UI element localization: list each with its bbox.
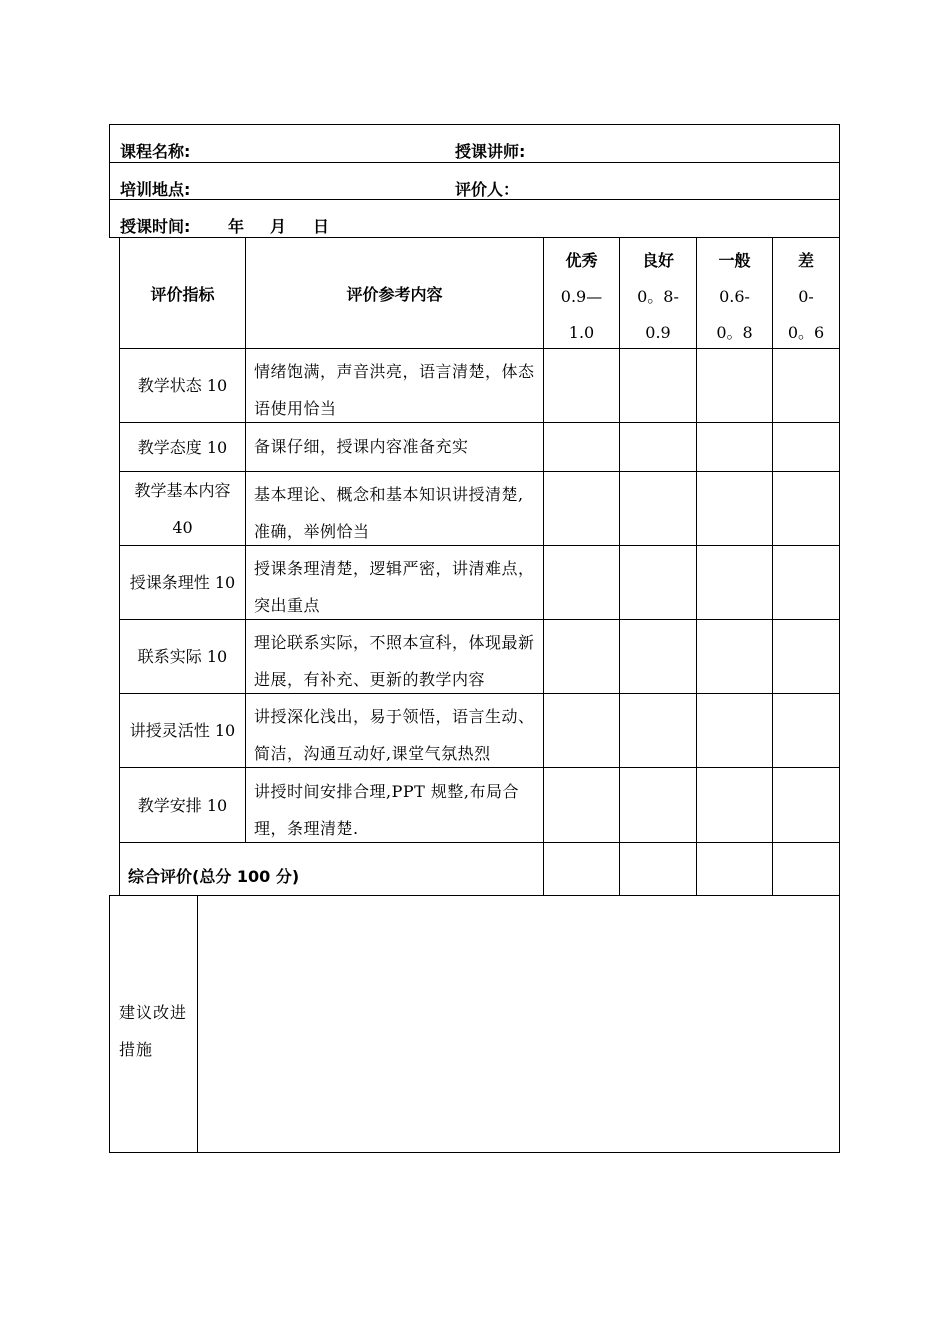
rating-label: 差 [797, 251, 814, 270]
rating-header-poor [773, 243, 839, 351]
header-border-right [839, 124, 840, 237]
criterion-name: 联系实际 10 [137, 647, 228, 666]
total-score-label: 综合评价(总分 100 分) [128, 867, 300, 886]
rating-range-top: 0.6- [719, 287, 750, 306]
criterion-description: 讲授时间安排合理,PPT 规整,布局合理，条理清楚. [254, 782, 519, 838]
criterion-description: 基本理论、概念和基本知识讲授清楚,准确，举例恰当 [254, 485, 524, 541]
rating-label: 一般 [718, 251, 751, 270]
evaluator-label: 评价人： [455, 180, 520, 199]
criterion-name: 教学状态 10 [137, 376, 228, 395]
criterion-description: 理论联系实际，不照本宣科，体现最新进展，有补充、更新的教学内容 [254, 633, 535, 689]
rating-label: 良好 [641, 251, 674, 270]
grid-vline-right [839, 237, 840, 895]
day-label: 日 [313, 217, 330, 236]
rating-range-bottom: 1.0 [568, 323, 595, 342]
location-label: 培训地点: [120, 180, 191, 199]
criterion-name: 教学基本内容 40 [134, 480, 231, 537]
time-label: 授课时间: [120, 217, 191, 236]
criterion-name: 教学安排 10 [137, 795, 228, 815]
rating-header-excellent [544, 243, 619, 351]
col-header-content: 评价参考内容 [346, 284, 443, 304]
suggest-border-left [109, 895, 110, 1152]
suggest-divider [197, 895, 198, 1152]
rating-label: 优秀 [565, 251, 598, 270]
col-header-indicator: 评价指标 [150, 284, 215, 304]
suggestions-field[interactable] [199, 897, 838, 1151]
rating-range-top: 0.9— [560, 287, 603, 306]
rating-range-bottom: 0。8 [716, 323, 753, 342]
suggestions-label: 建议改进措施 [119, 1003, 188, 1059]
criterion-description: 授课条理清楚，逻辑严密，讲清难点，突出重点 [254, 559, 535, 615]
rating-range-top: 0- [798, 287, 814, 306]
rating-range-bottom: 0.9 [645, 323, 671, 342]
criterion-description: 备课仔细，授课内容准备充实 [254, 437, 469, 456]
year-label: 年 [228, 217, 245, 236]
header-divider-1 [109, 162, 840, 163]
rating-range-bottom: 0。6 [787, 323, 825, 342]
criterion-description: 情绪饱满，声音洪亮，语言清楚，体态语使用恰当 [254, 362, 535, 418]
criterion-name: 授课条理性 10 [129, 573, 236, 592]
criterion-description: 讲授深化浅出，易于领悟，语言生动、简洁，沟通互动好,课堂气氛热烈 [254, 707, 535, 763]
criterion-name: 教学态度 10 [137, 437, 228, 457]
table-border-top [109, 124, 840, 125]
rating-range-top: 0。8- [637, 287, 679, 306]
rating-header-average [697, 243, 772, 351]
criterion-name: 讲授灵活性 10 [129, 721, 236, 740]
course-name-label: 课程名称: [120, 142, 191, 161]
grid-hline-total [109, 895, 840, 896]
header-border-left [109, 124, 110, 237]
month-label: 月 [270, 217, 287, 236]
instructor-label: 授课讲师: [455, 142, 526, 161]
suggest-border-right [839, 895, 840, 1152]
rating-header-good [620, 243, 696, 351]
table-border-bottom [109, 1152, 840, 1153]
